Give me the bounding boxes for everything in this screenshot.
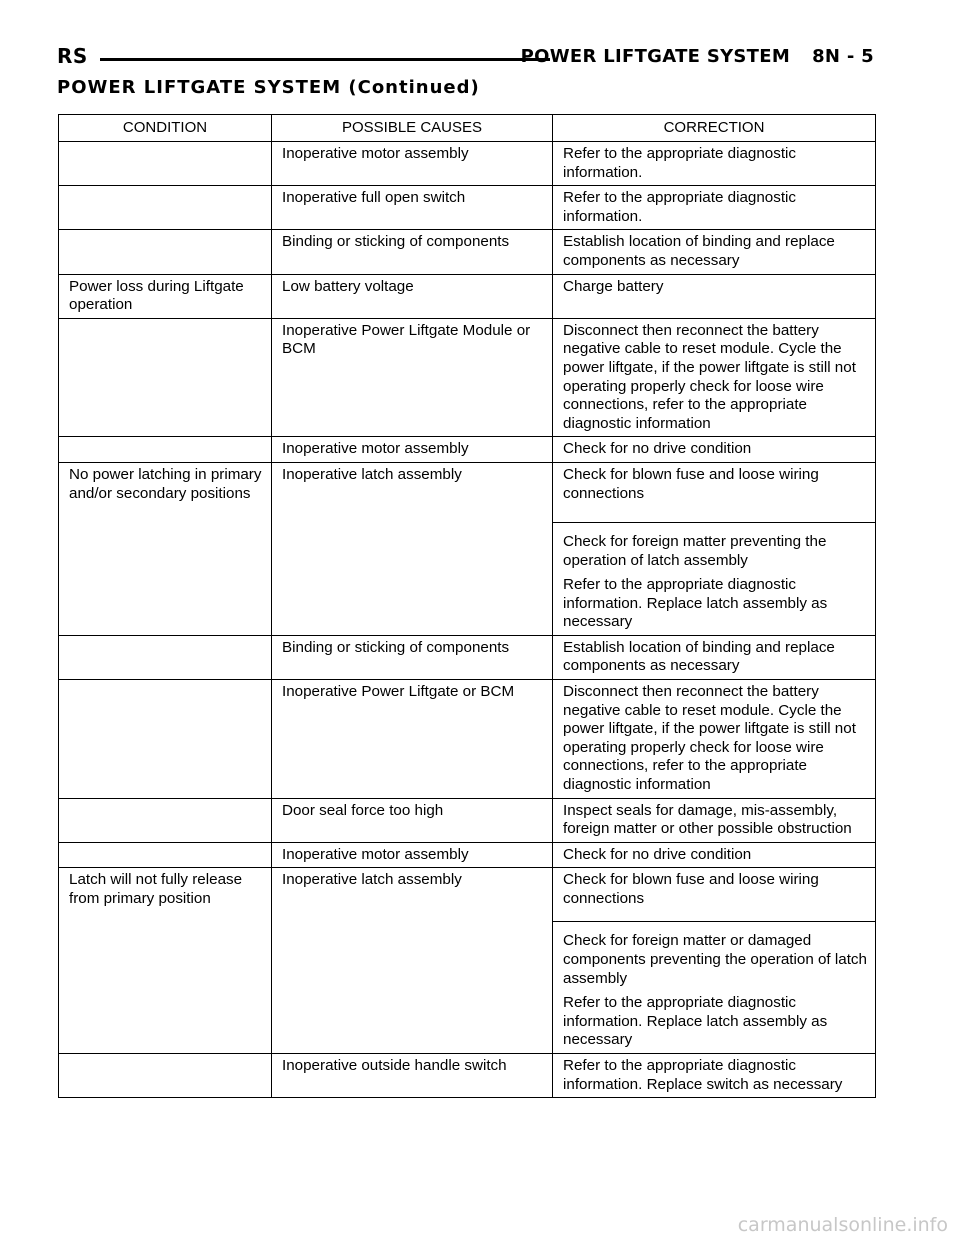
correction-cell [553, 1053, 876, 1097]
correction-cell [553, 680, 876, 799]
table-row [59, 842, 876, 868]
correction-cell [553, 186, 876, 230]
condition-cell [59, 318, 272, 437]
column-header-correction: CORRECTION [553, 115, 876, 142]
correction-text: Refer to the appropriate diagnostic information. Replace latch assembly as necessary [563, 994, 828, 1049]
section-title: POWER LIFTGATE SYSTEM (Continued) [57, 77, 480, 98]
cause-cell: Low battery voltage [272, 274, 553, 318]
condition-cell: Power loss during Liftgate operation [59, 274, 272, 318]
correction-text: Refer to the appropriate diagnostic information. Replace switch as necessary [563, 1056, 843, 1093]
correction-text: Refer to the appropriate diagnostic information. Replace latch assembly as necessary [563, 576, 828, 631]
correction-text: Check for blown fuse and loose wiring connections [563, 465, 819, 502]
table-row [59, 635, 876, 679]
running-header [521, 46, 874, 67]
page-number: 8N - 5 [812, 46, 874, 67]
cause-cell: Inoperative full open switch [272, 186, 553, 230]
condition-cell [59, 842, 272, 868]
correction-cell [553, 274, 876, 318]
condition-cell [59, 142, 272, 186]
correction-text: Disconnect then reconnect the battery negative cable to reset module. Cycle the power liftgate, if the power liftgate is still not operating properly check for loose wire connections, refer to the appropriate diagnostic information [563, 321, 856, 432]
condition-cell [59, 1053, 272, 1097]
table-row [59, 437, 876, 463]
correction-text: Inspect seals for damage, mis-assembly, foreign matter or other possible obstruction [563, 801, 852, 838]
manual-code: RS [57, 44, 88, 68]
condition-cell [59, 635, 272, 679]
condition-cell [59, 437, 272, 463]
cause-cell: Inoperative latch assembly [272, 462, 553, 635]
correction-cell [553, 635, 876, 679]
table-row [59, 230, 876, 274]
table-row [59, 142, 876, 186]
table-row [59, 680, 876, 799]
correction-cell [553, 868, 876, 1054]
watermark: carmanualsonline.info [737, 1214, 948, 1236]
table-row [59, 798, 876, 842]
condition-cell [59, 680, 272, 799]
correction-text: Check for no drive condition [563, 845, 752, 863]
cause-cell: Inoperative motor assembly [272, 437, 553, 463]
condition-cell: No power latching in primary and/or secondary positions [59, 462, 272, 635]
correction-text: Disconnect then reconnect the battery negative cable to reset module. Cycle the power liftgate, if the power liftgate is still not operating properly check for loose wire connections, refer to the appropriate diagnostic information [563, 683, 856, 794]
column-header-condition: CONDITION [59, 115, 272, 142]
condition-cell: Latch will not fully release from primary position [59, 868, 272, 1054]
correction-cell [553, 318, 876, 437]
correction-text: Refer to the appropriate diagnostic information. [563, 189, 797, 225]
cause-cell: Inoperative outside handle switch [272, 1053, 553, 1097]
table-row [59, 1053, 876, 1097]
condition-cell [59, 230, 272, 274]
table-row [59, 868, 876, 1054]
cause-cell: Binding or sticking of components [272, 635, 553, 679]
correction-cell [553, 842, 876, 868]
correction-cell [553, 798, 876, 842]
cause-cell: Door seal force too high [272, 798, 553, 842]
table-header-row [59, 115, 876, 142]
correction-cell [553, 142, 876, 186]
cause-cell: Inoperative motor assembly [272, 142, 553, 186]
cause-cell: Inoperative Power Liftgate Module or BCM [272, 318, 553, 437]
correction-text: Refer to the appropriate diagnostic information. [563, 145, 797, 181]
correction-cell [553, 230, 876, 274]
cause-cell: Inoperative motor assembly [272, 842, 553, 868]
cause-cell: Inoperative latch assembly [272, 868, 553, 1054]
table-row [59, 274, 876, 318]
table-row [59, 462, 876, 635]
header-rule [100, 58, 550, 61]
column-header-causes: POSSIBLE CAUSES [272, 115, 553, 142]
correction-cell [553, 462, 876, 635]
cause-cell: Binding or sticking of components [272, 230, 553, 274]
running-header-section: POWER LIFTGATE SYSTEM [520, 46, 791, 67]
correction-text: Check for no drive condition [563, 440, 752, 458]
table-row [59, 318, 876, 437]
cause-cell: Inoperative Power Liftgate or BCM [272, 680, 553, 799]
diagnosis-table [58, 114, 876, 1098]
correction-text: Check for foreign matter or damaged components preventing the operation of latch assembly [553, 921, 875, 988]
correction-text: Establish location of binding and replace components as necessary [563, 638, 835, 675]
condition-cell [59, 798, 272, 842]
correction-text: Charge battery [563, 277, 664, 295]
correction-text: Establish location of binding and replace components as necessary [563, 233, 835, 269]
table-row [59, 186, 876, 230]
condition-cell [59, 186, 272, 230]
correction-text: Check for foreign matter preventing the operation of latch assembly [553, 522, 875, 570]
correction-text: Check for blown fuse and loose wiring connections [563, 871, 819, 907]
correction-cell [553, 437, 876, 463]
